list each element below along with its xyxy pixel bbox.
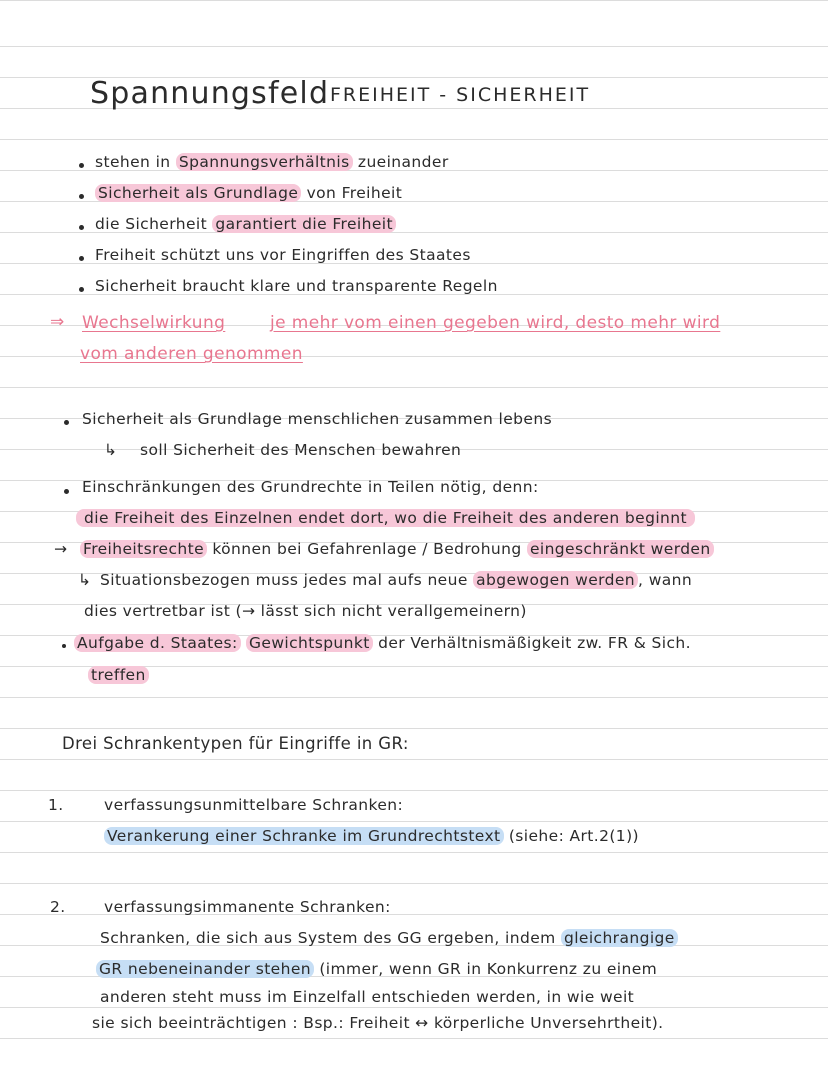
bullet-dot	[64, 489, 69, 494]
bullet-dot	[79, 287, 84, 292]
bullet-dot	[79, 194, 84, 199]
s1-bullet-1: stehen in Spannungsverhältnis zueinander	[95, 153, 449, 171]
s2-line-4: Situationsbezogen muss jedes mal aufs neue abgewogen werden , wann	[100, 571, 693, 589]
page-title: Spannungsfeld	[90, 76, 330, 111]
wechselwirkung-text-1: je mehr vom einen gegeben wird, desto mehr wird	[270, 313, 721, 333]
list-number: 1.	[48, 796, 64, 814]
s1-bullet-5: Sicherheit braucht klare und transparente Regeln	[95, 277, 498, 295]
list-number: 2.	[50, 898, 66, 916]
s2-sub-1: soll Sicherheit des Menschen bewahren	[140, 441, 462, 459]
s2-bullet-2: Einschränkungen des Grundrechte in Teilen nötig, denn:	[82, 478, 539, 496]
s3-item-2-line-3: anderen steht muss im Einzelfall entschieden werden, in wie weit	[100, 988, 635, 1006]
bullet-dot	[79, 225, 84, 230]
page-subtitle: FREIHEIT - SICHERHEIT	[330, 84, 591, 106]
s2-bullet-3: Aufgabe d. Staates: Gewichtspunkt der Verhältnismäßigkeit zw. FR & Sich.	[74, 634, 691, 652]
bullet-dot	[79, 256, 84, 261]
wechselwirkung-label: Wechselwirkung	[82, 313, 226, 333]
s2-bullet-3-cont: treffen	[88, 666, 149, 684]
wechselwirkung-text-2: vom anderen genommen	[80, 344, 303, 364]
return-arrow-icon: ↳	[104, 441, 118, 459]
return-arrow-icon: ↳	[78, 571, 92, 589]
s3-item-1-title: verfassungsunmittelbare Schranken:	[104, 796, 404, 814]
arrow-icon: ⇒	[50, 312, 65, 332]
s1-bullet-3: die Sicherheit garantiert die Freiheit	[95, 215, 396, 233]
s3-item-2-line-4: sie sich beeinträchtigen : Bsp.: Freiheit ↔ körperliche Unversehrtheit).	[92, 1014, 664, 1032]
s1-bullet-4: Freiheit schützt uns vor Eingriffen des Staates	[95, 246, 471, 264]
bullet-dot	[64, 420, 69, 425]
s2-line-5: dies vertretbar ist (→ lässt sich nicht verallgemeinern)	[84, 602, 527, 620]
bullet-dot	[79, 163, 84, 168]
s2-line-3: Freiheitsrechte können bei Gefahrenlage / Bedrohung eingeschränkt werden	[80, 540, 714, 558]
s3-item-2-line-1: Schranken, die sich aus System des GG ergeben, indem gleichrangige	[100, 929, 678, 947]
s2-freedom-sentence: die Freiheit des Einzelnen endet dort, wo die Freiheit des anderen beginnt	[76, 509, 695, 527]
s1-bullet-2: Sicherheit als Grundlage von Freiheit	[95, 184, 402, 202]
s2-bullet-1: Sicherheit als Grundlage menschlichen zusammen lebens	[82, 410, 553, 428]
s3-item-2-title: verfassungsimmanente Schranken:	[104, 898, 391, 916]
arrow-icon: →	[54, 540, 68, 558]
s3-item-2-line-2: GR nebeneinander stehen (immer, wenn GR in Konkurrenz zu einem	[96, 960, 657, 978]
section-heading: Drei Schrankentypen für Eingriffe in GR:	[62, 734, 409, 753]
s3-item-1-text: Verankerung einer Schranke im Grundrechtstext (siehe: Art.2(1))	[104, 827, 639, 845]
bullet-dot	[62, 644, 66, 648]
